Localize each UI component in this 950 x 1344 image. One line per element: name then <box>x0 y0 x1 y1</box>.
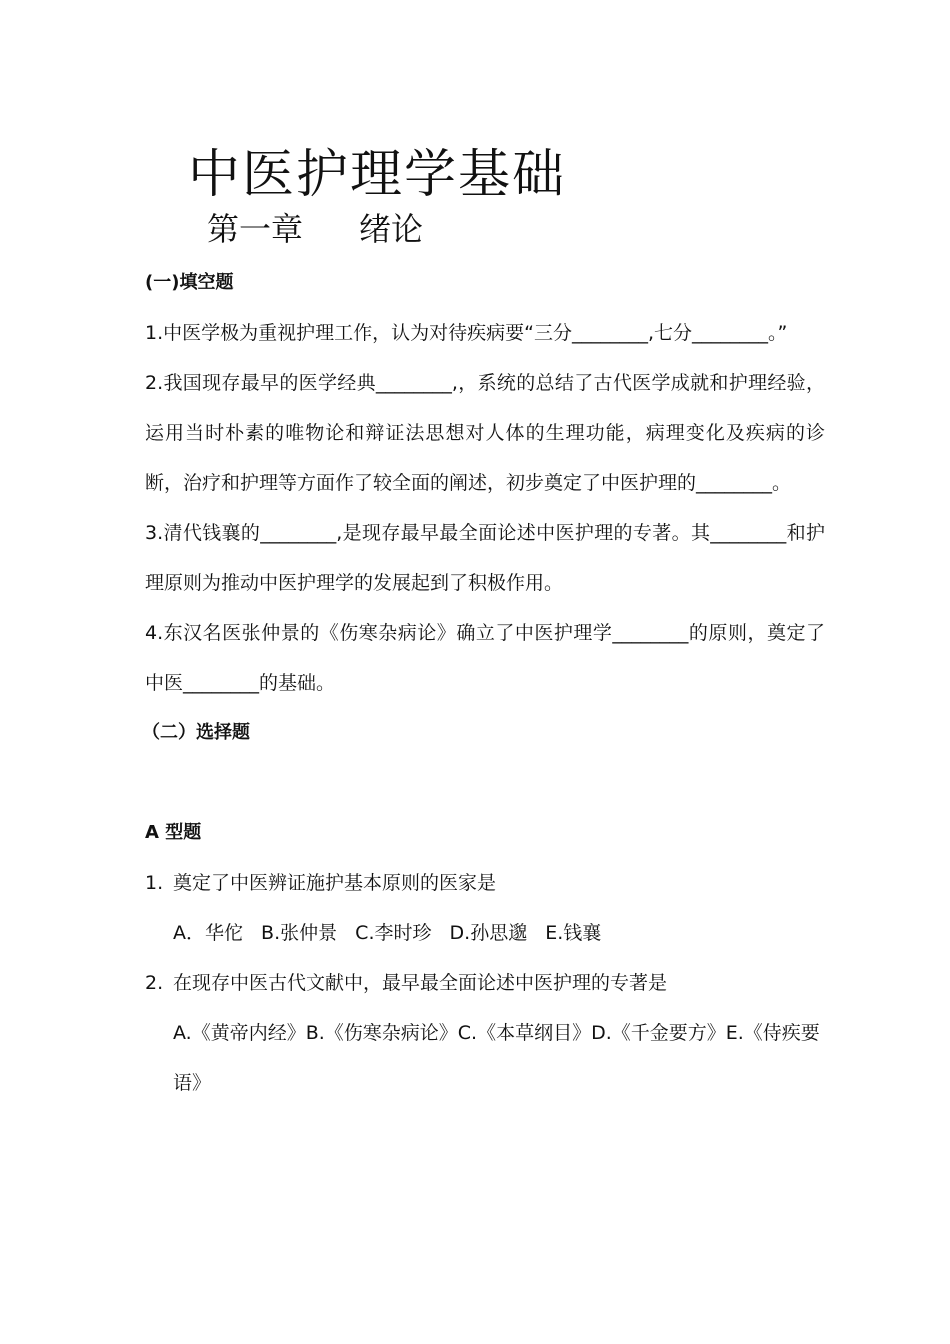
question-text: 奠定了中医辨证施护基本原则的医家是 <box>173 872 497 894</box>
option-d: D.孙思邈 <box>449 922 528 944</box>
choice-question-1 <box>145 858 825 908</box>
question-number: 1. <box>145 872 164 894</box>
fill-in-question-4: 4.东汉名医张仲景的《伤寒杂病论》确立了中医护理学________的原则，奠定了中医________的基础。 <box>145 622 825 694</box>
option-c: C.李时珍 <box>355 922 432 944</box>
document-title: 中医护理学基础 <box>188 145 567 205</box>
choice-question-2-options: A.《黄帝内经》B.《伤寒杂病论》C.《本草纲目》D.《千金要方》E.《侍疾要语》 <box>173 1022 820 1094</box>
option-b: B.张仲景 <box>261 922 338 944</box>
fill-in-question-2: 2.我国现存最早的医学经典________,，系统的总结了古代医学成就和护理经验，运用当时朴素的唯物论和辩证法思想对人体的生理功能，病理变化及疾病的诊断，治疗和护理等方面作了较全面的阐述，初步奠定了中医护理的________。 <box>145 372 825 494</box>
fill-in-question-1: 1.中医学极为重视护理工作，认为对待疾病要“三分________,七分________。” <box>145 322 788 344</box>
question-number: 2. <box>145 972 164 994</box>
fill-in-question-3: 3.清代钱襄的________,是现存最早最全面论述中医护理的专著。其________和护理原则为推动中医护理学的发展起到了积极作用。 <box>145 522 825 594</box>
choice-question-1-options <box>145 908 825 958</box>
question-text: 在现存中医古代文献中，最早最全面论述中医护理的专著是 <box>173 972 668 994</box>
chapter-number: 第一章 <box>207 210 304 248</box>
section-fill-in-heading: (一)填空题 <box>145 272 234 293</box>
a-type-heading: A 型题 <box>145 822 202 843</box>
choice-question-2 <box>145 958 825 1008</box>
chapter-heading <box>207 204 423 250</box>
section-choice-heading: （二）选择题 <box>142 722 250 743</box>
document-body <box>142 258 825 1108</box>
option-e: E.钱襄 <box>545 922 602 944</box>
option-a: A．华佗 <box>173 922 243 944</box>
chapter-name: 绪论 <box>359 210 424 248</box>
